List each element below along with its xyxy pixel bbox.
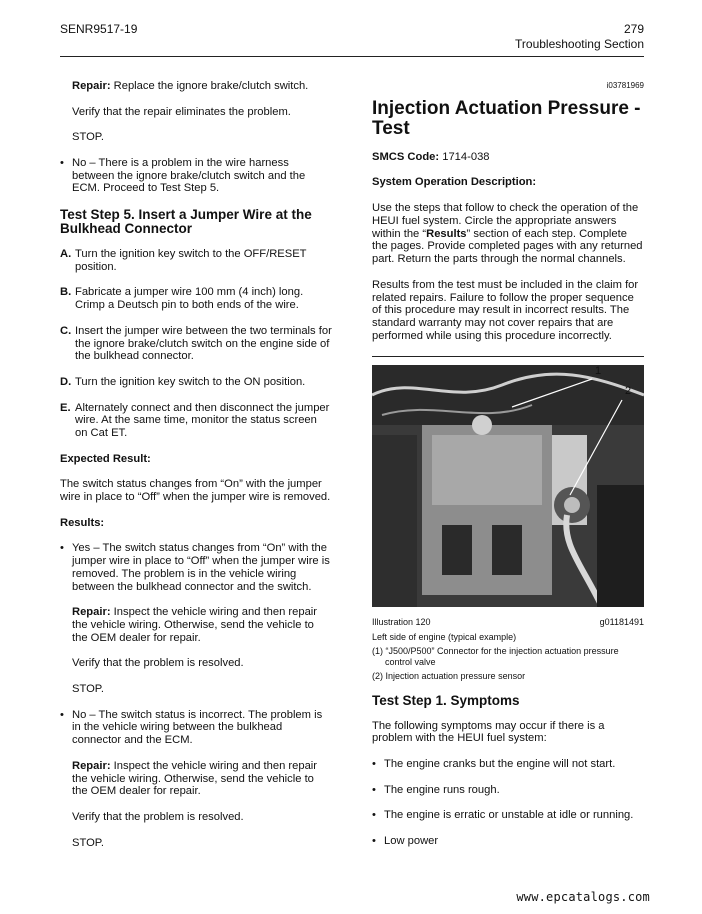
symptom-item xyxy=(372,835,644,848)
repair-1 xyxy=(72,80,332,93)
step-d xyxy=(60,376,332,389)
step-text: Insert the jumper wire between the two terminals for the ignore brake/clutch switch on the engine side of the bulkhead connector. xyxy=(75,324,332,363)
step-text: Turn the ignition key switch to the OFF/RESET position. xyxy=(75,247,307,273)
result-no-2 xyxy=(60,709,332,747)
stop-2: STOP. xyxy=(72,683,104,696)
symptom-text: The engine is erratic or unstable at idle or running. xyxy=(384,809,634,822)
left-column xyxy=(60,80,332,862)
repair-label: Repair: xyxy=(72,606,111,619)
callout-2: 2 xyxy=(625,384,632,397)
illustration-caption: Left side of engine (typical example) xyxy=(372,631,517,642)
expected-result-label: Expected Result: xyxy=(60,452,151,465)
illustration-label: Illustration 120 xyxy=(372,616,431,627)
stop-3: STOP. xyxy=(72,836,104,849)
result-yes-text: Yes – The switch status changes from “On” with the jumper wire in place to “Off” when the jumper wire is removed. The problem is in the vehicle wiring between the bulkhead connector and the switch. xyxy=(72,542,330,593)
repair-3 xyxy=(72,760,332,798)
engine-illustration xyxy=(372,356,644,607)
expected-result-text: The switch status changes from “On” with the jumper wire in place to “Off” when the jumper wire is removed. xyxy=(60,478,331,504)
reference-id: i03781969 xyxy=(606,81,644,90)
callout-1: 1 xyxy=(595,364,602,377)
symptom-item xyxy=(372,758,644,771)
step-c xyxy=(60,325,332,363)
symptom-text: The engine runs rough. xyxy=(384,783,500,796)
step-text: Alternately connect and then disconnect the jumper wire. At the same time, monitor the status screen on Cat ET. xyxy=(75,401,330,440)
smcs-value: 1714-038 xyxy=(439,150,490,163)
smcs-label: SMCS Code: xyxy=(372,150,440,163)
intro-paragraph xyxy=(372,202,644,266)
symptom-item xyxy=(372,809,644,822)
header-rule xyxy=(60,56,644,57)
step-label: B. xyxy=(60,286,72,299)
step1-heading: Test Step 1. Symptoms xyxy=(372,692,520,708)
bullet-dot: • xyxy=(372,783,376,796)
bullet-dot: • xyxy=(60,156,64,169)
result-no-text: No – There is a problem in the wire harness between the ignore brake/clutch switch and the ECM. Proceed to Test Step 5. xyxy=(72,156,306,195)
step-text: Fabricate a jumper wire 100 mm (4 inch) long. Crimp a Deutsch pin to both ends of the wire. xyxy=(75,286,304,312)
verify-3: Verify that the problem is resolved. xyxy=(72,811,244,824)
symptom-item xyxy=(372,784,644,797)
legend-item-1: (1) “J500/P500” Connector for the injection actuation pressure control valve xyxy=(372,645,619,667)
bullet-dot: • xyxy=(372,757,376,770)
page-number: 279 xyxy=(623,22,644,36)
bullet-dot: • xyxy=(60,542,64,555)
step-label: A. xyxy=(60,247,72,260)
result-yes xyxy=(60,542,332,593)
watermark: www.epcatalogs.com xyxy=(516,890,650,904)
page-title: Injection Actuation Pressure - Test xyxy=(372,97,641,139)
system-operation-heading: System Operation Description: xyxy=(372,176,537,189)
header-doc-id: SENR9517-19 xyxy=(60,22,138,36)
step-label: C. xyxy=(60,324,72,337)
step-text: Turn the ignition key switch to the ON position. xyxy=(75,375,306,388)
illustration-id: g01181491 xyxy=(599,616,644,627)
illustration-caption-line xyxy=(372,617,644,628)
header-right xyxy=(515,22,644,52)
symptom-text: The engine cranks but the engine will not start. xyxy=(384,757,616,770)
intro-bold: Results xyxy=(426,227,467,240)
results-label: Results: xyxy=(60,516,105,529)
symptom-text: Low power xyxy=(384,834,439,847)
intro-text-1: Use the steps that follow to check the operation of the HEUI fuel system. Circle the appropriate answers within the “ xyxy=(372,201,639,240)
step-label: D. xyxy=(60,375,72,388)
section-title: Troubleshooting Section xyxy=(515,37,644,51)
verify-1: Verify that the repair eliminates the problem. xyxy=(72,105,291,118)
repair-text: Inspect the vehicle wiring and then repair the vehicle wiring. Otherwise, send the vehicle to the OEM dealer for repair. xyxy=(72,606,318,644)
repair-label: Repair: xyxy=(72,759,111,772)
engine-photo xyxy=(372,365,644,607)
repair-label: Repair: xyxy=(72,80,111,92)
symptoms-intro: The following symptoms may occur if there is a problem with the HEUI fuel system: xyxy=(372,719,605,745)
step-label: E. xyxy=(60,401,71,414)
right-column xyxy=(372,80,644,860)
result-no-1 xyxy=(60,157,332,195)
repair-text: Inspect the vehicle wiring and then repair the vehicle wiring. Otherwise, send the vehicle to the OEM dealer for repair. xyxy=(72,759,318,798)
intro-text-2: ” section of each step. Complete the pages. Provide completed pages with any returned part. Return the parts through the normal channels. xyxy=(372,227,643,266)
bullet-dot: • xyxy=(372,809,376,822)
repair-text: Replace the ignore brake/clutch switch. xyxy=(110,80,309,92)
bullet-dot: • xyxy=(60,708,64,721)
verify-2: Verify that the problem is resolved. xyxy=(72,657,244,670)
step-b xyxy=(60,286,332,312)
step-e xyxy=(60,402,332,440)
bullet-dot: • xyxy=(372,834,376,847)
stop-1: STOP. xyxy=(72,131,104,144)
step5-heading: Test Step 5. Insert a Jumper Wire at the Bulkhead Connector xyxy=(60,206,312,236)
repair-2 xyxy=(72,606,332,644)
warranty-paragraph: Results from the test must be included in the claim for related repairs. Failure to follow the proper sequence of this procedure may result in incorrect results. The standard warranty may not cover repairs that are performed while using this procedure incorrectly. xyxy=(372,278,639,342)
legend-item-2: (2) Injection actuation pressure sensor xyxy=(372,670,526,681)
step-a xyxy=(60,248,332,274)
result-no-text: No – The switch status is incorrect. The problem is in the vehicle wiring between the bulkhead connector and the ECM. xyxy=(72,708,323,747)
smcs-code xyxy=(372,151,644,164)
